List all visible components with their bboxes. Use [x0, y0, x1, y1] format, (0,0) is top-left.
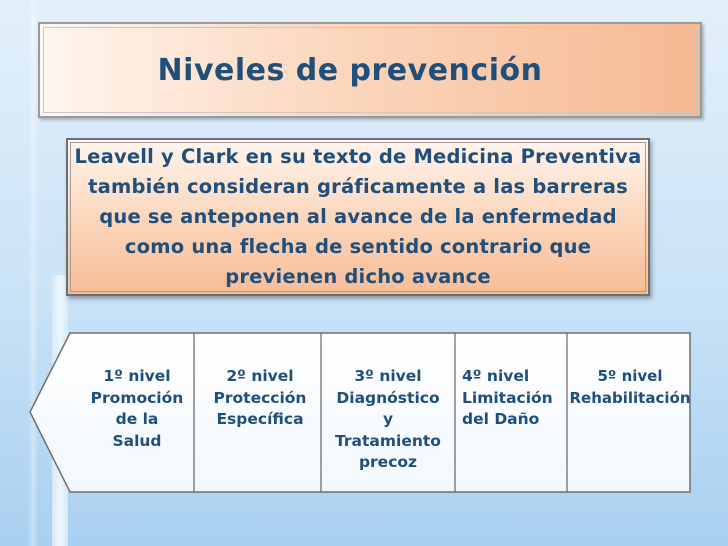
level-3-line: Diagnóstico: [336, 388, 440, 407]
level-5-line: 5º nivel: [597, 367, 663, 385]
level-5-line: Rehabilitación: [569, 388, 691, 407]
level-4: [462, 366, 562, 431]
level-3-line: y: [382, 410, 394, 428]
level-1-line: de la: [115, 410, 159, 428]
level-3-line: Tratamiento: [335, 431, 441, 450]
description-text: Leavell y Clark en su texto de Medicina Preventiva también consideran gráficamente a las barreras que se anteponen al avance de la enfermedad como una flecha de sentido contrario que previenen dicho avance: [74, 145, 642, 288]
level-5: [568, 366, 692, 409]
level-3-line: precoz: [358, 453, 418, 471]
level-2-line: Específica: [216, 410, 304, 428]
level-1-line: Salud: [112, 431, 162, 450]
level-1: [88, 366, 186, 452]
level-4-line: 4º nivel: [462, 367, 530, 385]
level-2-line: Protección: [213, 388, 307, 407]
level-2: [206, 366, 314, 431]
level-2-line: 2º nivel: [226, 367, 294, 385]
level-1-line: Promoción: [90, 388, 184, 407]
level-1-line: 1º nivel: [103, 367, 171, 385]
level-4-line: Limitación: [462, 388, 553, 407]
slide-title: Niveles de prevención: [157, 52, 543, 88]
level-3: [328, 366, 448, 474]
level-3-line: 3º nivel: [354, 367, 422, 385]
level-4-line: del Daño: [462, 410, 540, 428]
